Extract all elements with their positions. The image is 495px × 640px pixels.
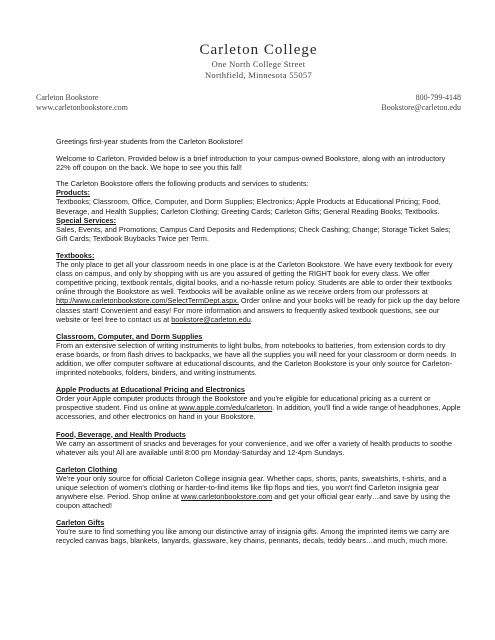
offers-section: [56, 179, 461, 243]
bookstore-email-link[interactable]: bookstore@carleton.edu: [171, 314, 251, 324]
products-heading: Products:: [56, 188, 91, 198]
classroom-text: From an extensive selection of writing instruments to light bulbs, from notebooks to batteries, from extension cords to dry erase boards, or from flash drives to backpacks, we have all the supplies you will need for your classroom or dorm needs. In addition, we offer computer software at educational discounts, and the Carleton Bookstore is your only source for Carleton-imprinted notebooks, folders, binders, and writing instruments.: [56, 340, 457, 378]
gifts-heading: Carleton Gifts: [56, 518, 105, 528]
textbooks-text-3: .: [250, 314, 253, 324]
apple-heading: Apple Products at Educational Pricing and Electronics: [56, 385, 245, 395]
textbooks-text-1: The only place to get all your classroom needs in one place is at the Carleton Bookstore. We have every textbook for every class on campus, and only by shopping with us are you assured of getting the RIGHT book for every class. We offer competitive pricing, textbook rentals, digital books, and a no-hassle return policy. Students are able to order their textbooks online through the Bookstore as well. Textbooks will be available online as we receive orders from our professors at: [56, 260, 453, 297]
products-text: Textbooks; Classroom, Office, Computer, and Dorm Supplies; Electronics; Apple Products at Educational Pricing; Food, Beverage, and Health Supplies; Carleton Clothing; Greeting Cards; Carleton Gifts; General Reading Books; Textbooks.: [56, 197, 441, 216]
clothing-section: [56, 465, 461, 510]
clothing-heading: Carleton Clothing: [56, 464, 118, 474]
apple-section: [56, 385, 461, 421]
greeting: Greetings first-year students from the Carleton Bookstore!: [56, 137, 243, 146]
apple-text: [56, 394, 461, 421]
textbooks-order-link[interactable]: http://www.carletonbookstore.com/SelectTermDept.aspx.: [56, 296, 239, 306]
services-heading: Special Services:: [56, 215, 117, 225]
welcome-paragraph: Welcome to Carleton. Provided below is a brief introduction to your campus-owned Bookstore, along with an introductory 22% off coupon on the back. We hope to see you this fall!: [56, 153, 446, 172]
classroom-section: [56, 332, 461, 377]
contact-right: [381, 93, 461, 113]
website-link[interactable]: www.carletonbookstore.com: [36, 103, 128, 112]
college-name: Carleton College: [199, 42, 318, 58]
letterhead: [56, 0, 461, 81]
phone-number: 800-799-4148: [415, 93, 461, 102]
clothing-text-1: We're your only source for official Carleton College insignia gear. Whether caps, shorts, pants, sweatshirts, t-shirts, and a unique selection of women's clothing or harder-to-find items like flip flops and ties, you won't find Carleton insignia gear anywhere else. Period. Shop online at: [56, 473, 447, 502]
classroom-heading: Classroom, Computer, and Dorm Supplies: [56, 331, 203, 341]
apple-text-1: Order your Apple computer products through the Bookstore and you're eligible for educational pricing as a current or prospective student. Find us online at: [56, 394, 431, 413]
email-link[interactable]: Bookstore@carleton.edu: [381, 103, 461, 112]
dept-name: Carleton Bookstore: [36, 93, 99, 102]
offers-intro: The Carleton Bookstore offers the following products and services to students:: [56, 179, 309, 189]
contact-block: [36, 93, 461, 113]
textbooks-text-2: Order online and your books will be ready for pick up the day before classes start! Convenient and easy! For more information and answers to frequently asked textbook questions, see our website or feel free to contact us at: [56, 296, 460, 324]
gifts-section: [56, 518, 461, 545]
food-heading: Food, Beverage, and Health Products: [56, 429, 186, 439]
food-text: We carry an assortment of snacks and beverages for your convenience, and we offer a variety of health products to soothe whatever ails you! All are available until 8:00 pm Monday-Saturday and 12-4pm Sundays.: [56, 438, 453, 457]
contact-left: [36, 93, 128, 113]
services-text: Sales, Events, and Promotions; Campus Card Deposits and Redemptions; Check Cashing; Change; Storage Ticket Sales; Gift Cards; Textbook Buybacks Twice per Term.: [56, 224, 451, 243]
clothing-shop-link[interactable]: www.carletonbookstore.com: [180, 492, 273, 502]
clothing-text: [56, 474, 461, 510]
gifts-text: You're sure to find something you like among our distinctive array of insignia gifts. Among the imprinted items we carry are recycled canvas bags, blankets, lanyards, glassware, key chains, pennants, decals, teddy bears…and much, much more.: [56, 527, 450, 546]
food-section: [56, 430, 461, 457]
textbooks-text: [56, 260, 461, 324]
textbooks-heading: Textbooks:: [56, 250, 95, 260]
letter-body: [56, 137, 461, 546]
city-address: Northfield, Minnesota 55057: [204, 70, 313, 80]
clothing-text-2: and get your official gear early…and save by using the coupon attached!: [56, 492, 451, 511]
street-address: One North College Street: [211, 59, 306, 69]
textbooks-section: [56, 251, 461, 324]
apple-link[interactable]: www.apple.com/edu/carleton: [178, 403, 273, 413]
apple-text-2: . In addition, you'll find a wide range of headphones, Apple accessories, and other electronics on hand in your Bookstore.: [56, 403, 461, 422]
